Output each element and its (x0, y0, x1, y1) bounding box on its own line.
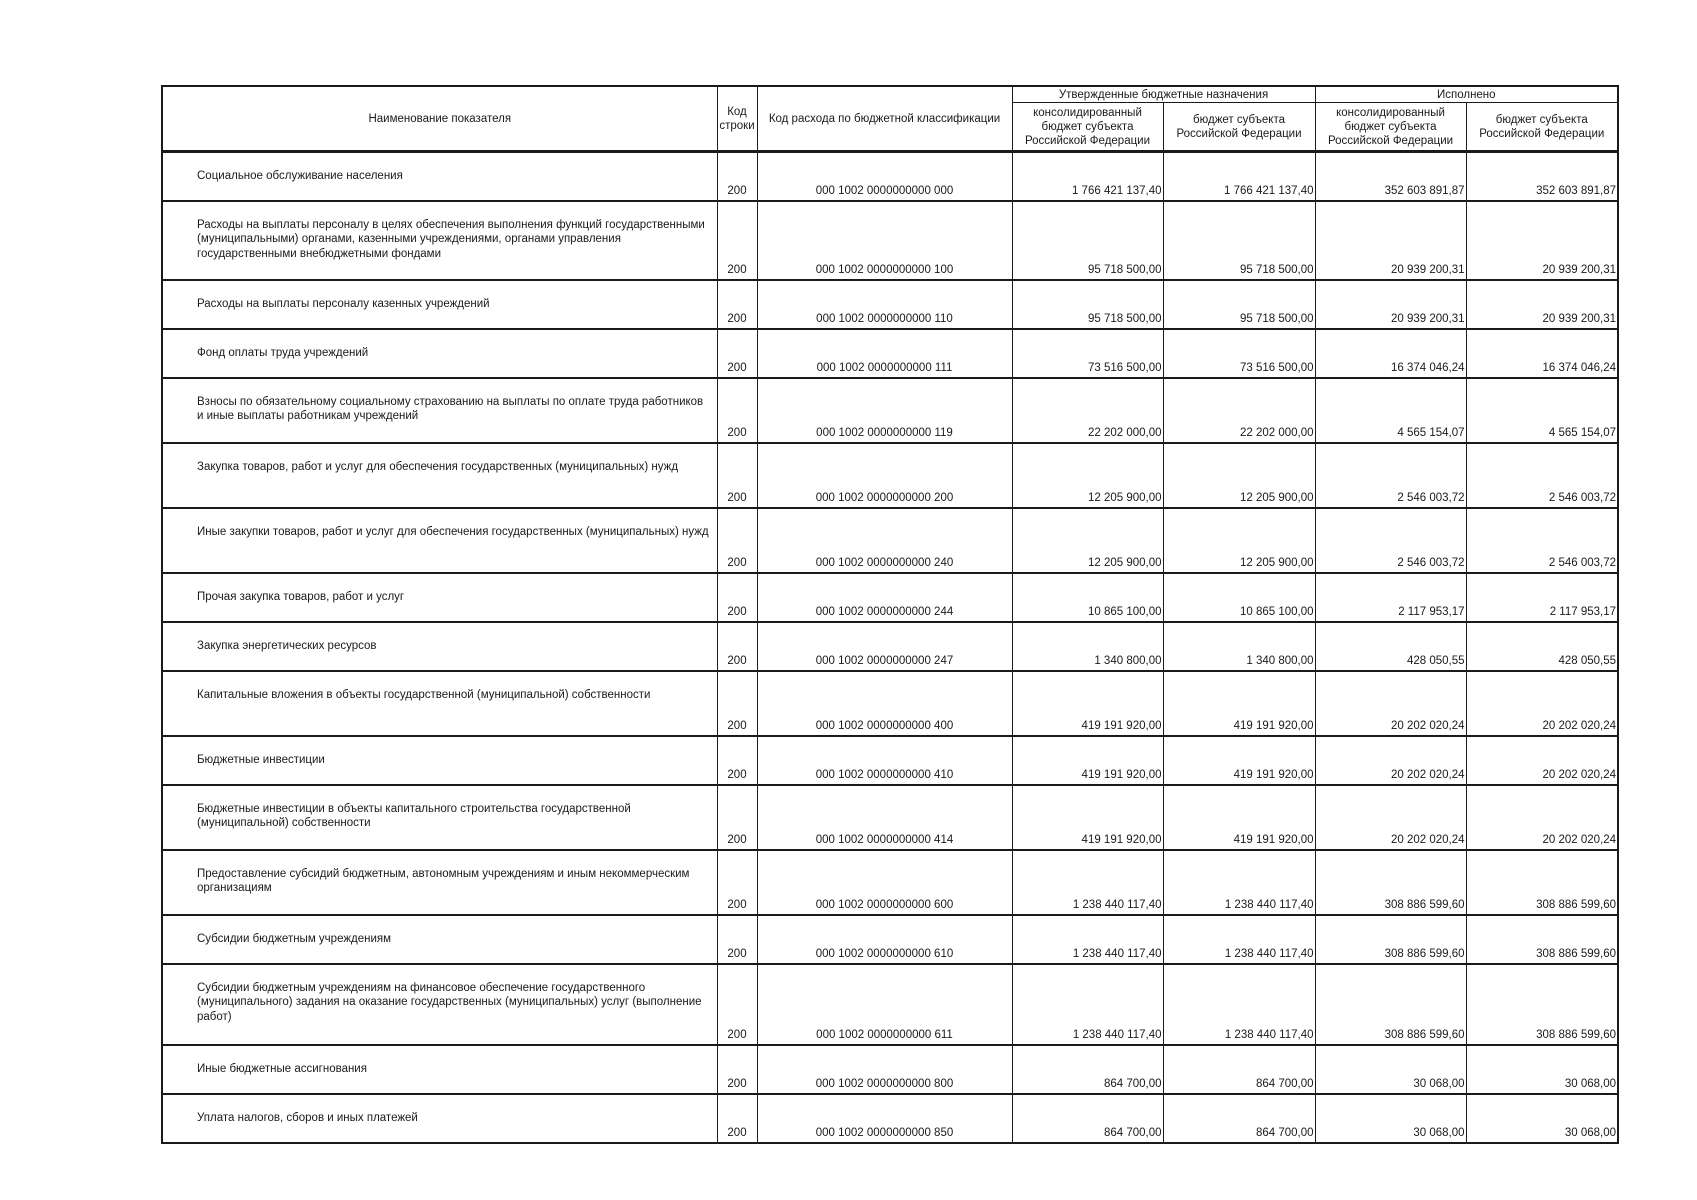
row-code: 200 (717, 201, 757, 280)
row-approved-subject: 419 191 920,00 (1163, 736, 1315, 785)
table-row (162, 280, 1618, 329)
row-kbk: 000 1002 0000000000 000 (757, 152, 1012, 201)
table-row (162, 201, 1618, 280)
row-approved-subject: 1 766 421 137,40 (1163, 152, 1315, 201)
row-executed-consolidated: 308 886 599,60 (1315, 964, 1466, 1045)
table-row (162, 152, 1618, 201)
row-executed-subject: 352 603 891,87 (1466, 152, 1618, 201)
table-row (162, 508, 1618, 573)
row-kbk: 000 1002 0000000000 119 (757, 378, 1012, 443)
row-kbk: 000 1002 0000000000 100 (757, 201, 1012, 280)
row-executed-subject: 20 202 020,24 (1466, 785, 1618, 850)
row-code: 200 (717, 915, 757, 964)
row-approved-subject: 95 718 500,00 (1163, 201, 1315, 280)
row-executed-subject: 2 546 003,72 (1466, 508, 1618, 573)
row-name: Расходы на выплаты персоналу казенных учреждений (162, 280, 717, 329)
row-executed-subject: 30 068,00 (1466, 1045, 1618, 1094)
row-approved-consolidated: 1 340 800,00 (1012, 622, 1163, 671)
row-name: Закупка энергетических ресурсов (162, 622, 717, 671)
row-approved-consolidated: 419 191 920,00 (1012, 736, 1163, 785)
row-kbk: 000 1002 0000000000 240 (757, 508, 1012, 573)
row-approved-consolidated: 10 865 100,00 (1012, 573, 1163, 622)
row-approved-consolidated: 1 766 421 137,40 (1012, 152, 1163, 201)
row-name: Прочая закупка товаров, работ и услуг (162, 573, 717, 622)
table-row (162, 671, 1618, 736)
row-code: 200 (717, 1045, 757, 1094)
row-kbk: 000 1002 0000000000 400 (757, 671, 1012, 736)
row-executed-consolidated: 308 886 599,60 (1315, 915, 1466, 964)
row-approved-consolidated: 419 191 920,00 (1012, 671, 1163, 736)
row-approved-subject: 864 700,00 (1163, 1045, 1315, 1094)
header-approved: Утвержденные бюджетные назначения (1012, 86, 1315, 103)
row-executed-subject: 20 202 020,24 (1466, 671, 1618, 736)
row-executed-consolidated: 4 565 154,07 (1315, 378, 1466, 443)
header-approved-subject: бюджет субъекта Российской Федерации (1163, 103, 1315, 152)
row-approved-consolidated: 864 700,00 (1012, 1094, 1163, 1143)
header-executed-consolidated: консолидированный бюджет субъекта Российской Федерации (1315, 103, 1466, 152)
row-kbk: 000 1002 0000000000 850 (757, 1094, 1012, 1143)
row-kbk: 000 1002 0000000000 414 (757, 785, 1012, 850)
row-executed-consolidated: 2 546 003,72 (1315, 443, 1466, 508)
row-approved-subject: 22 202 000,00 (1163, 378, 1315, 443)
row-name: Капитальные вложения в объекты государственной (муниципальной) собственности (162, 671, 717, 736)
row-executed-consolidated: 30 068,00 (1315, 1094, 1466, 1143)
row-code: 200 (717, 850, 757, 915)
table-row (162, 964, 1618, 1045)
row-approved-consolidated: 864 700,00 (1012, 1045, 1163, 1094)
row-executed-consolidated: 2 117 953,17 (1315, 573, 1466, 622)
row-approved-consolidated: 1 238 440 117,40 (1012, 915, 1163, 964)
row-kbk: 000 1002 0000000000 600 (757, 850, 1012, 915)
row-name: Взносы по обязательному социальному страхованию на выплаты по оплате труда работников и иные выплаты работникам учреждений (162, 378, 717, 443)
row-executed-subject: 20 202 020,24 (1466, 736, 1618, 785)
row-approved-subject: 1 238 440 117,40 (1163, 915, 1315, 964)
row-name: Закупка товаров, работ и услуг для обеспечения государственных (муниципальных) нужд (162, 443, 717, 508)
row-code: 200 (717, 736, 757, 785)
row-executed-subject: 2 117 953,17 (1466, 573, 1618, 622)
row-kbk: 000 1002 0000000000 111 (757, 329, 1012, 378)
row-name: Расходы на выплаты персоналу в целях обеспечения выполнения функций государственными (муниципальными) органами, казенными учреждениями, органами управления государственными внебюджетными фондами (162, 201, 717, 280)
row-approved-consolidated: 95 718 500,00 (1012, 201, 1163, 280)
header-approved-consolidated: консолидированный бюджет субъекта Российской Федерации (1012, 103, 1163, 152)
table-row (162, 443, 1618, 508)
row-approved-consolidated: 22 202 000,00 (1012, 378, 1163, 443)
row-approved-consolidated: 12 205 900,00 (1012, 443, 1163, 508)
row-code: 200 (717, 329, 757, 378)
row-approved-subject: 12 205 900,00 (1163, 508, 1315, 573)
row-executed-consolidated: 20 202 020,24 (1315, 671, 1466, 736)
row-approved-consolidated: 1 238 440 117,40 (1012, 964, 1163, 1045)
row-kbk: 000 1002 0000000000 800 (757, 1045, 1012, 1094)
table-row (162, 736, 1618, 785)
row-name: Иные закупки товаров, работ и услуг для обеспечения государственных (муниципальных) нужд (162, 508, 717, 573)
row-approved-consolidated: 95 718 500,00 (1012, 280, 1163, 329)
table-row (162, 573, 1618, 622)
row-kbk: 000 1002 0000000000 610 (757, 915, 1012, 964)
budget-report-sheet (161, 85, 1617, 1144)
row-code: 200 (717, 671, 757, 736)
row-kbk: 000 1002 0000000000 410 (757, 736, 1012, 785)
row-approved-subject: 419 191 920,00 (1163, 785, 1315, 850)
row-name: Субсидии бюджетным учреждениям на финансовое обеспечение государственного (муниципального) задания на оказание государственных (муниципальных) услуг (выполнение работ) (162, 964, 717, 1045)
row-name: Иные бюджетные ассигнования (162, 1045, 717, 1094)
row-approved-subject: 1 238 440 117,40 (1163, 850, 1315, 915)
header-code: Код строки (717, 86, 757, 152)
row-approved-subject: 10 865 100,00 (1163, 573, 1315, 622)
table-row (162, 785, 1618, 850)
row-code: 200 (717, 622, 757, 671)
row-executed-consolidated: 30 068,00 (1315, 1045, 1466, 1094)
row-executed-consolidated: 352 603 891,87 (1315, 152, 1466, 201)
row-name: Бюджетные инвестиции (162, 736, 717, 785)
row-kbk: 000 1002 0000000000 247 (757, 622, 1012, 671)
row-kbk: 000 1002 0000000000 200 (757, 443, 1012, 508)
row-executed-subject: 308 886 599,60 (1466, 915, 1618, 964)
row-executed-subject: 308 886 599,60 (1466, 964, 1618, 1045)
row-code: 200 (717, 443, 757, 508)
row-approved-subject: 1 340 800,00 (1163, 622, 1315, 671)
table-body (162, 152, 1618, 1143)
row-approved-consolidated: 1 238 440 117,40 (1012, 850, 1163, 915)
row-code: 200 (717, 280, 757, 329)
row-name: Уплата налогов, сборов и иных платежей (162, 1094, 717, 1143)
table-row (162, 329, 1618, 378)
row-executed-consolidated: 428 050,55 (1315, 622, 1466, 671)
row-name: Бюджетные инвестиции в объекты капитального строительства государственной (муниципальной) собственности (162, 785, 717, 850)
row-code: 200 (717, 573, 757, 622)
row-name: Предоставление субсидий бюджетным, автономным учреждениям и иным некоммерческим организациям (162, 850, 717, 915)
table-row (162, 1094, 1618, 1143)
row-approved-subject: 1 238 440 117,40 (1163, 964, 1315, 1045)
row-kbk: 000 1002 0000000000 244 (757, 573, 1012, 622)
table-row (162, 622, 1618, 671)
table-header (162, 86, 1618, 152)
row-executed-subject: 30 068,00 (1466, 1094, 1618, 1143)
row-name: Субсидии бюджетным учреждениям (162, 915, 717, 964)
row-executed-consolidated: 2 546 003,72 (1315, 508, 1466, 573)
row-executed-subject: 20 939 200,31 (1466, 201, 1618, 280)
table-row (162, 915, 1618, 964)
table-row (162, 1045, 1618, 1094)
row-executed-subject: 2 546 003,72 (1466, 443, 1618, 508)
row-executed-subject: 4 565 154,07 (1466, 378, 1618, 443)
row-executed-consolidated: 20 939 200,31 (1315, 201, 1466, 280)
row-code: 200 (717, 508, 757, 573)
row-executed-consolidated: 16 374 046,24 (1315, 329, 1466, 378)
row-executed-consolidated: 20 202 020,24 (1315, 736, 1466, 785)
row-executed-subject: 308 886 599,60 (1466, 850, 1618, 915)
table-row (162, 850, 1618, 915)
row-approved-subject: 419 191 920,00 (1163, 671, 1315, 736)
header-name: Наименование показателя (162, 86, 717, 152)
row-approved-subject: 12 205 900,00 (1163, 443, 1315, 508)
row-code: 200 (717, 964, 757, 1045)
row-kbk: 000 1002 0000000000 110 (757, 280, 1012, 329)
row-code: 200 (717, 785, 757, 850)
row-executed-consolidated: 308 886 599,60 (1315, 850, 1466, 915)
header-kbk: Код расхода по бюджетной классификации (757, 86, 1012, 152)
row-executed-subject: 20 939 200,31 (1466, 280, 1618, 329)
row-executed-subject: 428 050,55 (1466, 622, 1618, 671)
row-executed-subject: 16 374 046,24 (1466, 329, 1618, 378)
row-code: 200 (717, 378, 757, 443)
row-approved-consolidated: 12 205 900,00 (1012, 508, 1163, 573)
row-approved-consolidated: 419 191 920,00 (1012, 785, 1163, 850)
row-approved-subject: 864 700,00 (1163, 1094, 1315, 1143)
row-kbk: 000 1002 0000000000 611 (757, 964, 1012, 1045)
row-code: 200 (717, 1094, 757, 1143)
budget-execution-table (161, 85, 1619, 1144)
row-code: 200 (717, 152, 757, 201)
row-approved-consolidated: 73 516 500,00 (1012, 329, 1163, 378)
table-row (162, 378, 1618, 443)
header-executed-subject: бюджет субъекта Российской Федерации (1466, 103, 1618, 152)
header-executed: Исполнено (1315, 86, 1618, 103)
row-approved-subject: 95 718 500,00 (1163, 280, 1315, 329)
row-executed-consolidated: 20 939 200,31 (1315, 280, 1466, 329)
row-name: Фонд оплаты труда учреждений (162, 329, 717, 378)
row-name: Социальное обслуживание населения (162, 152, 717, 201)
row-executed-consolidated: 20 202 020,24 (1315, 785, 1466, 850)
row-approved-subject: 73 516 500,00 (1163, 329, 1315, 378)
